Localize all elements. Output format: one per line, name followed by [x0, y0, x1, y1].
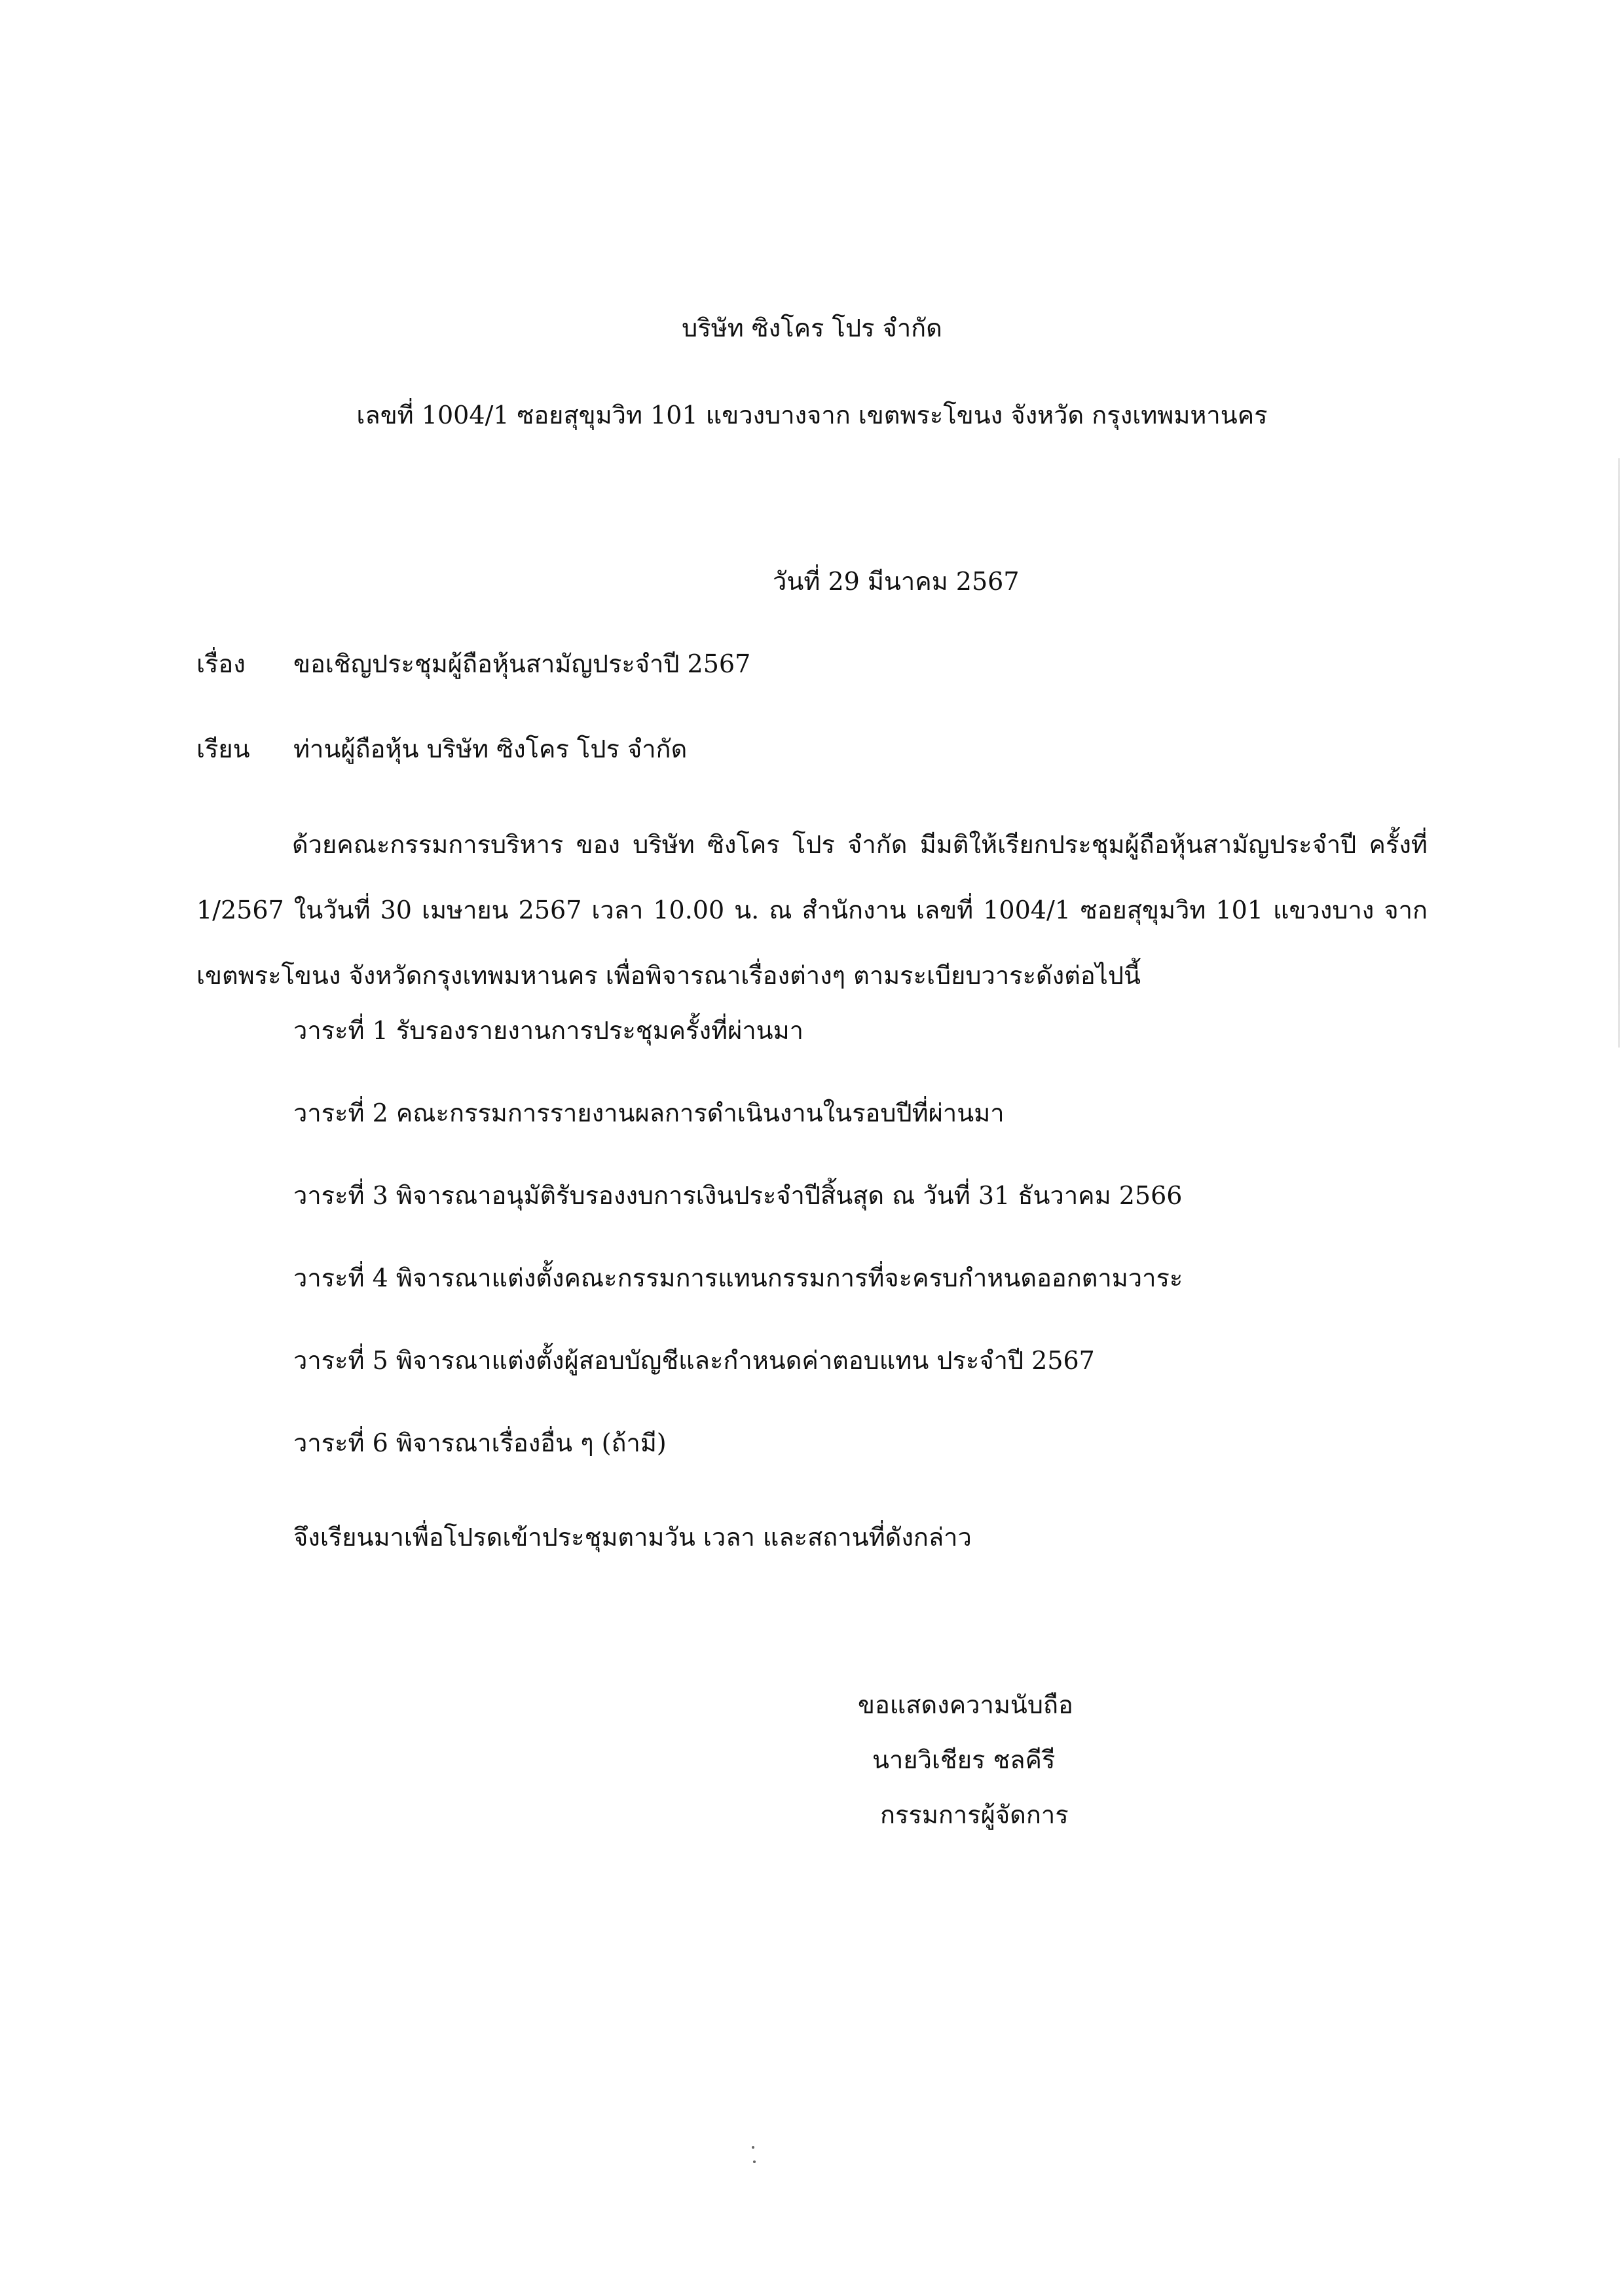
company-name: บริษัท ซิงโคร โปร จำกัด	[682, 314, 942, 342]
scan-speck	[752, 2146, 754, 2149]
closing-sentence: จึงเรียนมาเพื่อโปรดเข้าประชุมตามวัน เวลา และสถานที่ดังกล่าว	[293, 1523, 972, 1552]
recipient-value: ท่านผู้ถือหุ้น บริษัท ซิงโคร โปร จำกัด	[293, 735, 688, 763]
body-paragraph: ด้วยคณะกรรมการบริหาร ของ บริษัท ซิงโคร โปร จำกัด มีมติให้เรียกประชุมผู้ถือหุ้นสามัญประจำปี ครั้งที่ 1/2567 ในวันที่ 30 เมษายน 2567 เวลา 10.00 น. ณ สำนักงาน เลขที่ 1004/1 ซอยสุขุมวิท 101 แขวงบาง จาก เขตพระโขนง จังหวัดกรุงเทพมหานคร เพื่อพิจารณาเรื่องต่างๆ ตามระเบียบวาระดังต่อไปนี้	[196, 830, 1428, 990]
subject-label: เรื่อง	[196, 649, 246, 678]
agenda-item-4: วาระที่ 4 พิจารณาแต่งตั้งคณะกรรมการแทนกรรมการที่จะครบกำหนดออกตามวาระ	[293, 1264, 1183, 1292]
recipient-label: เรียน	[196, 735, 250, 763]
signer-title: กรรมการผู้จัดการ	[880, 1800, 1069, 1829]
signer-name: นายวิเชียร ชลคีรี	[872, 1745, 1056, 1774]
agenda-item-6: วาระที่ 6 พิจารณาเรื่องอื่น ๆ (ถ้ามี)	[293, 1429, 667, 1457]
company-address: เลขที่ 1004/1 ซอยสุขุมวิท 101 แขวงบางจาก เขตพระโขนง จังหวัด กรุงเทพมหานคร	[356, 401, 1268, 429]
agenda-item-3: วาระที่ 3 พิจารณาอนุมัติรับรองงบการเงินประจำปีสิ้นสุด ณ วันที่ 31 ธันวาคม 2566	[293, 1181, 1183, 1210]
agenda-item-2: วาระที่ 2 คณะกรรมการรายงานผลการดำเนินงานในรอบปีที่ผ่านมา	[293, 1099, 1005, 1127]
agenda-item-1: วาระที่ 1 รับรองรายงานการประชุมครั้งที่ผ่านมา	[293, 1016, 804, 1045]
letter-date: วันที่ 29 มีนาคม 2567	[773, 567, 1020, 596]
scan-speck	[753, 2160, 756, 2163]
scan-edge-shadow	[1618, 458, 1620, 1048]
agenda-item-5: วาระที่ 5 พิจารณาแต่งตั้งผู้สอบบัญชีและกำหนดค่าตอบแทน ประจำปี 2567	[293, 1346, 1095, 1375]
subject-value: ขอเชิญประชุมผู้ถือหุ้นสามัญประจำปี 2567	[293, 649, 751, 678]
agenda-list	[293, 1013, 1183, 1508]
signature-block	[858, 1688, 1073, 1853]
salutation: ขอแสดงความนับถือ	[858, 1690, 1073, 1719]
